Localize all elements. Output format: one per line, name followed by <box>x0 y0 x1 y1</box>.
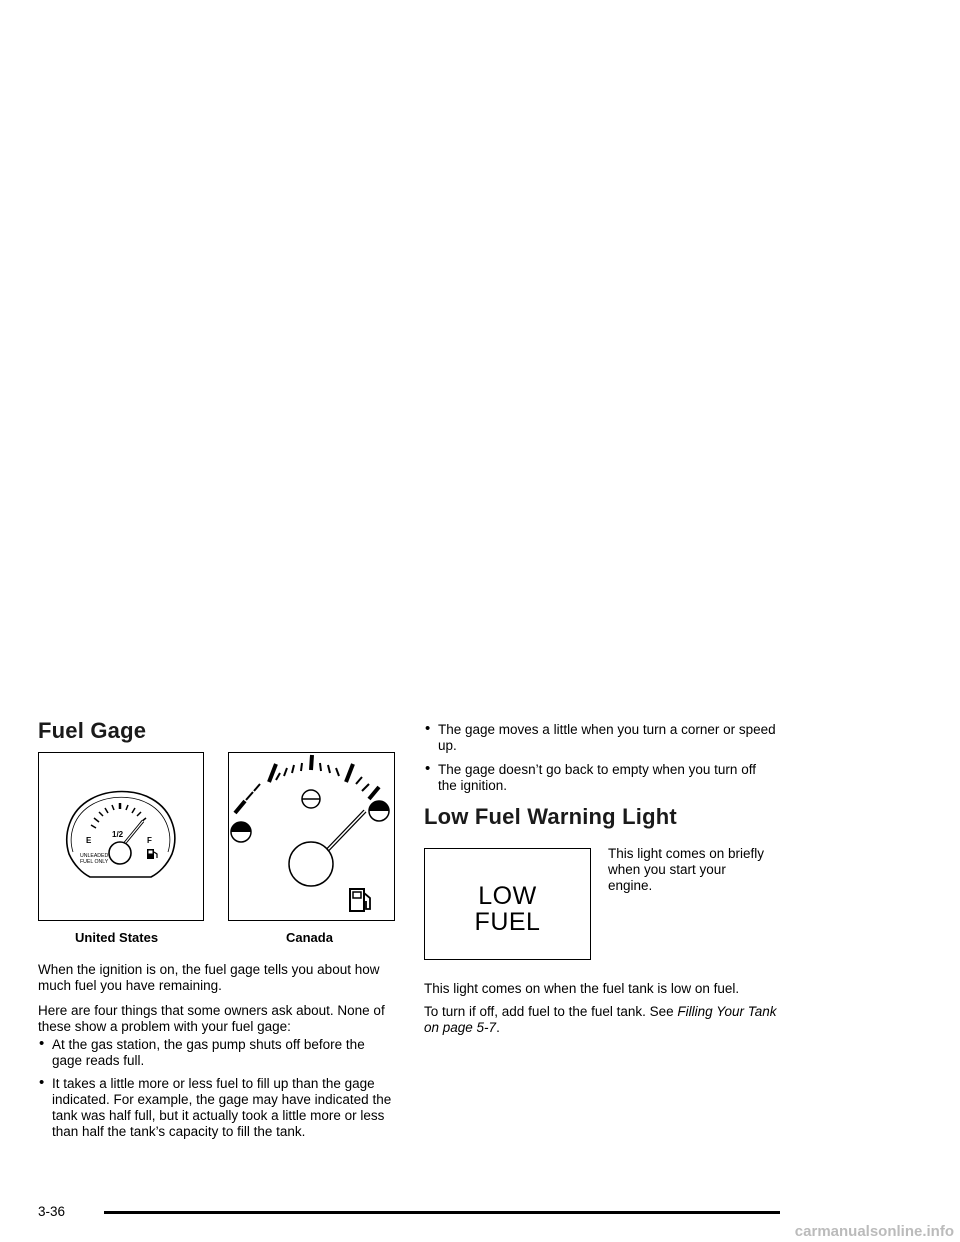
fuel-pump-icon <box>350 889 370 911</box>
us-gage-unleaded-line2: FUEL ONLY <box>80 859 109 865</box>
figure-us-fuel-gage <box>38 752 204 921</box>
list-item: • It takes a little more or less fuel to fill up than the gage indicated. For example, the gage may have indicated the tank was half full, but it actually took a little more or less than half the tank’s capacity to fill the tank. <box>39 1074 392 1139</box>
bullet-icon: • <box>425 720 431 737</box>
low-fuel-light-line1: LOW <box>478 882 537 910</box>
us-gage-unleaded-line1: UNLEADED <box>80 853 109 859</box>
list-item: • The gage moves a little when you turn a corner or speed up. <box>425 720 776 753</box>
bullet-icon: • <box>39 1074 45 1091</box>
low-fuel-turn-off-paragraph: To turn if off, add fuel to the fuel tank. See Filling Your Tank on page 5-7. <box>424 1004 777 1035</box>
filling-your-tank-link[interactable]: Filling Your Tank on page 5-7 <box>424 1004 777 1035</box>
full-marker <box>369 801 389 821</box>
list-item: • The gage doesn’t go back to empty when you turn off the ignition. <box>425 760 756 793</box>
fuel-gage-owners-ask-paragraph: Here are four things that some owners ask about. None of these show a problem with your fuel gage: <box>38 1003 385 1034</box>
caption-united-states: United States <box>75 930 159 945</box>
caption-canada: Canada <box>286 930 333 945</box>
bullet-icon: • <box>39 1035 45 1052</box>
us-gage-half-label: 1/2 <box>112 830 124 839</box>
section-heading-low-fuel: Low Fuel Warning Light <box>424 804 677 829</box>
us-fuel-gage-illustration <box>39 753 202 919</box>
low-fuel-paragraph: This light comes on when the fuel tank is low on fuel. <box>424 981 740 996</box>
figure-canada-fuel-gage <box>228 752 395 921</box>
section-heading-fuel-gage: Fuel Gage <box>38 718 147 743</box>
watermark: carmanualsonline.info <box>794 1223 954 1240</box>
list-item: • At the gas station, the gas pump shuts off before the gage reads full. <box>39 1035 365 1068</box>
us-gage-f-label: F <box>147 836 152 845</box>
low-fuel-warning-light <box>424 848 591 960</box>
low-fuel-side-text: This light comes on briefly when you start your engine. <box>608 846 765 893</box>
footer-rule <box>104 1211 780 1214</box>
empty-marker <box>231 822 251 842</box>
canada-fuel-gage-illustration <box>229 753 393 919</box>
page-number: 3-36 <box>38 1204 66 1219</box>
low-fuel-light-line2: FUEL <box>474 908 541 936</box>
bullet-icon: • <box>425 760 431 777</box>
fuel-gage-intro-paragraph: When the ignition is on, the fuel gage tells you about how much fuel you have remaining. <box>38 962 380 993</box>
half-marker <box>302 790 320 808</box>
us-gage-e-label: E <box>86 836 92 845</box>
